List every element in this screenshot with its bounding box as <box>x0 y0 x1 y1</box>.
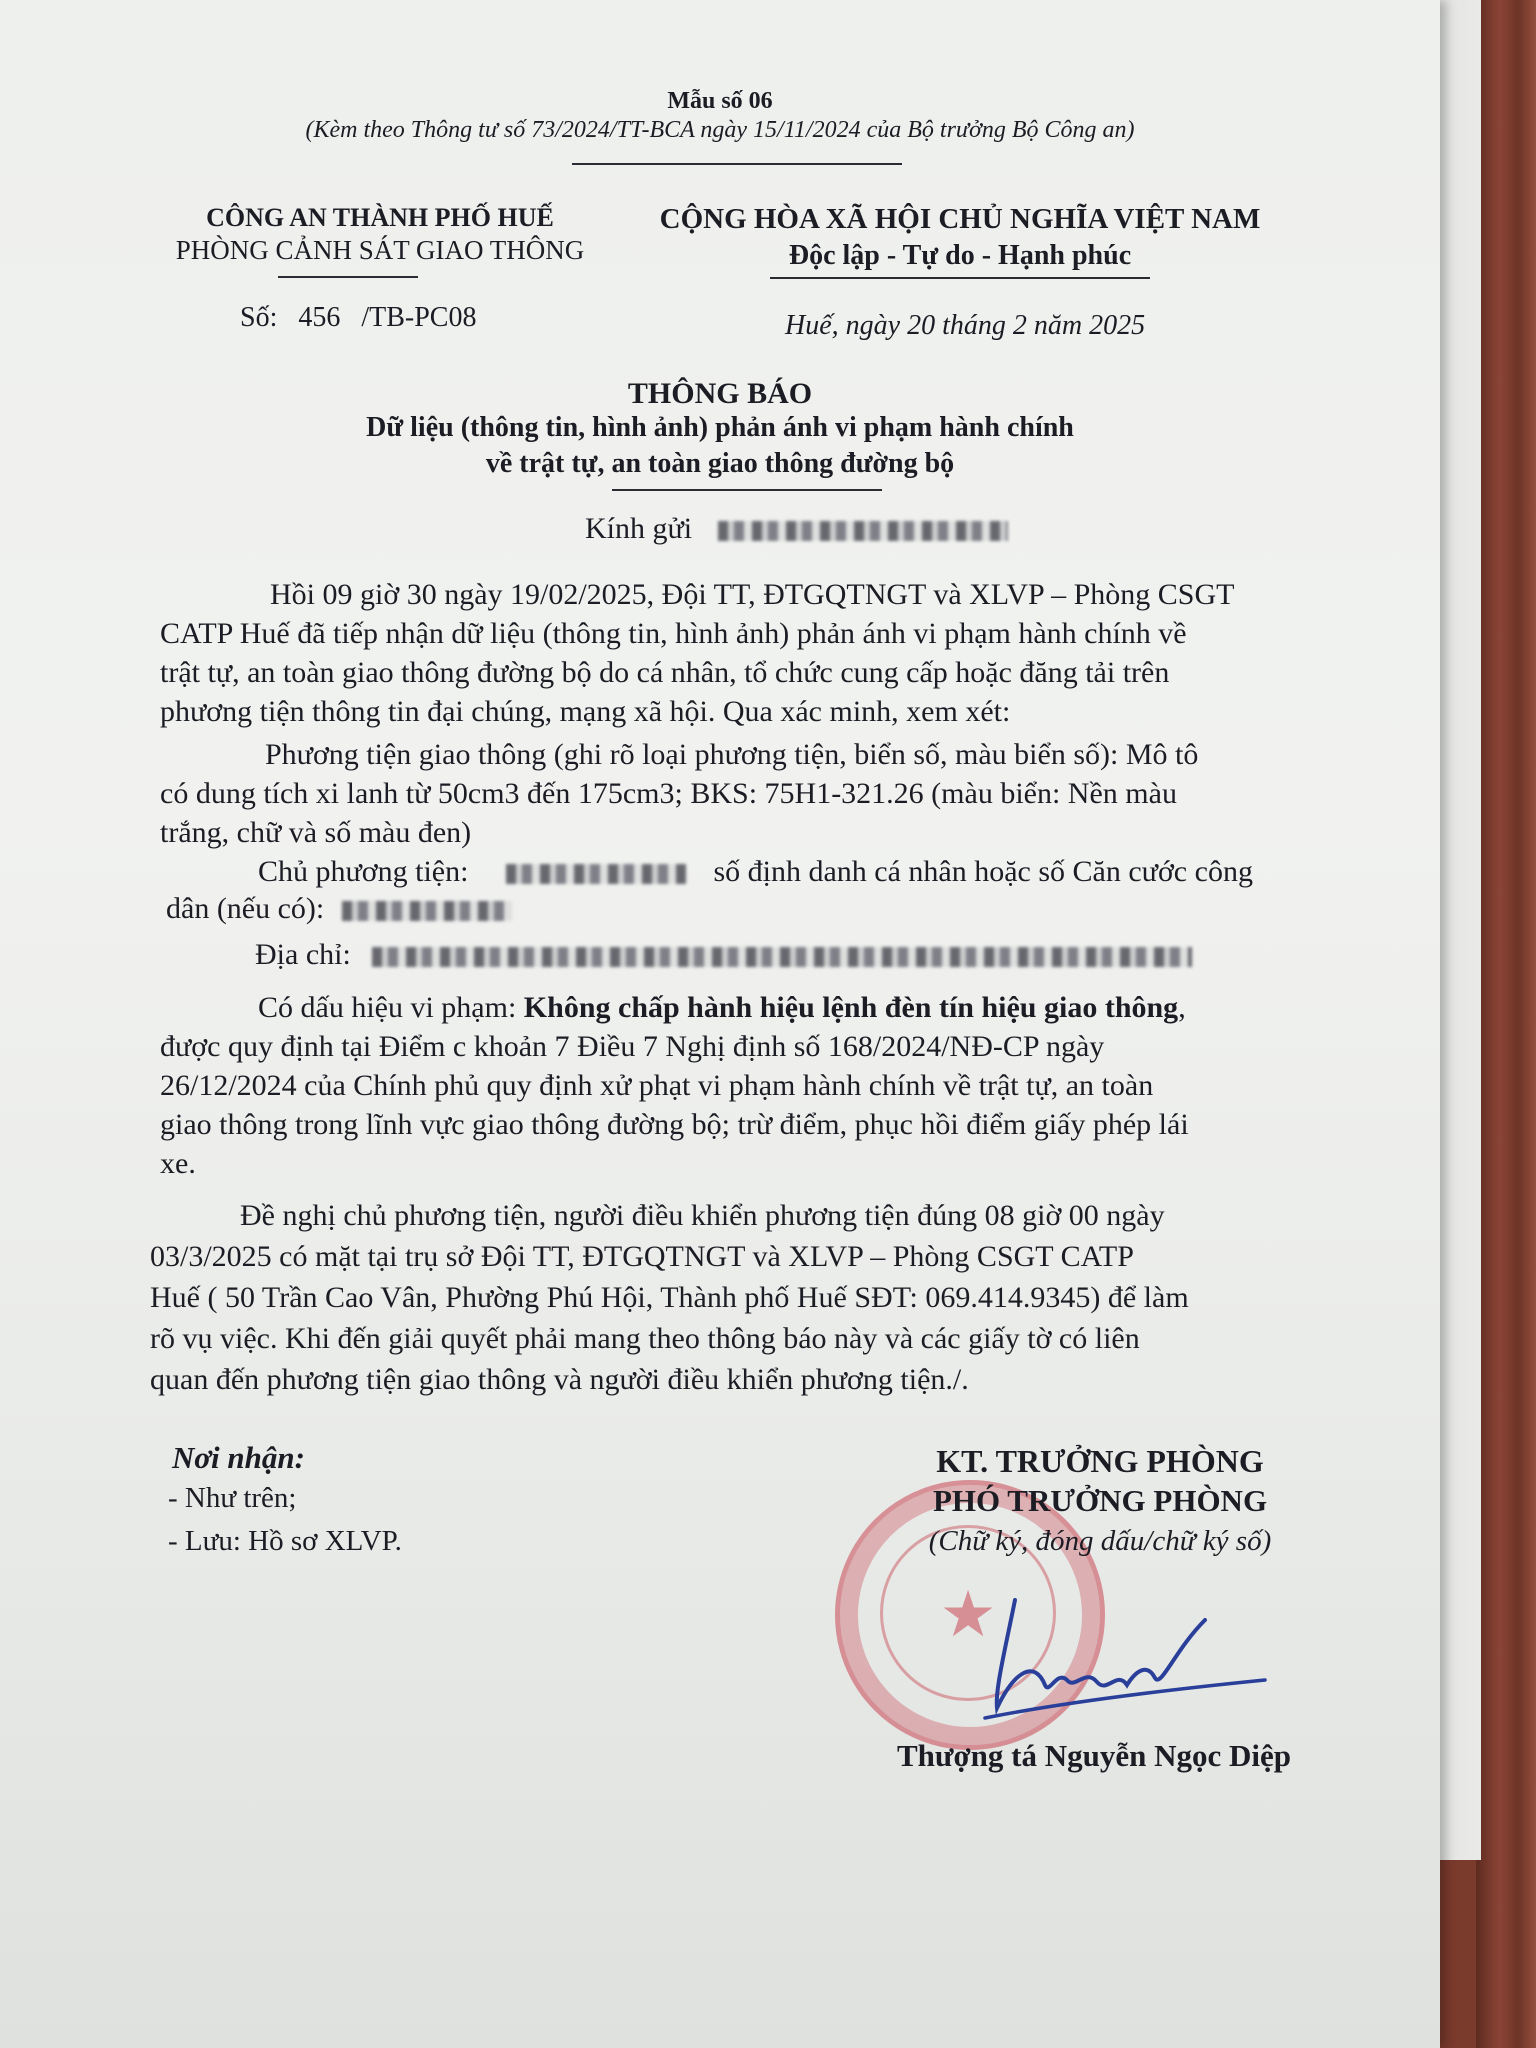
owner-line <box>258 855 1253 889</box>
document-subtitle: Dữ liệu (thông tin, hình ảnh) phản ánh vi phạm hành chính <box>366 412 1074 443</box>
star-icon: ★ <box>939 1578 997 1652</box>
redacted-owner-id <box>342 901 512 921</box>
owner-id-label-cont: dân (nếu có): <box>166 892 325 925</box>
issue-date: Huế, ngày 20 tháng 2 năm 2025 <box>785 310 1146 341</box>
paragraph-violation: Có dấu hiệu vi phạm: Không chấp hành hiệu lệnh đèn tín hiệu giao thông, được quy định tại Điểm c khoản 7 Điều 7 Nghị định số 168/2024/NĐ-CP ngày 26/12/2024 của Chính phủ quy định xử phạt vi phạm hành chính về trật tự, an toàn giao thông trong lĩnh vực giao thông đường bộ; trừ điểm, phục hồi điểm giấy phép lái xe. <box>160 991 1189 1180</box>
owner-id-label: số định danh cá nhân hoặc số Căn cước công <box>713 855 1253 888</box>
issuer-department: PHÒNG CẢNH SÁT GIAO THÔNG <box>175 235 585 265</box>
document-number: Số: 456 /TB-PC08 <box>240 302 477 333</box>
recipient-line <box>585 512 1008 546</box>
recipient-item: - Như trên; <box>168 1482 297 1514</box>
divider <box>572 163 902 165</box>
signer-position: KT. TRƯỞNG PHÒNG <box>936 1443 1264 1479</box>
form-reference: (Kèm theo Thông tư số 73/2024/TT-BCA ngày 15/11/2024 của Bộ trưởng Bộ Công an) <box>305 117 1135 143</box>
signature-note: (Chữ ký, đóng dấu/chữ ký số) <box>928 1525 1272 1557</box>
violation-description: Không chấp hành hiệu lệnh đèn tín hiệu giao thông <box>523 991 1179 1024</box>
violation-label: Có dấu hiệu vi phạm: <box>258 991 524 1024</box>
issuer-authority: CÔNG AN THÀNH PHỐ HUẾ <box>206 203 554 232</box>
handwritten-signature <box>975 1590 1275 1730</box>
signer-title: PHÓ TRƯỞNG PHÒNG <box>932 1483 1268 1518</box>
owner-label: Chủ phương tiện: <box>258 855 469 888</box>
state-motto: Độc lập - Tự do - Hạnh phúc <box>788 240 1132 271</box>
document-title: THÔNG BÁO <box>627 377 813 410</box>
divider <box>278 276 418 278</box>
recipient-item: - Lưu: Hồ sơ XLVP. <box>168 1525 402 1557</box>
signer-name: Thượng tá Nguyễn Ngọc Diệp <box>897 1738 1292 1773</box>
owner-id-line <box>166 892 512 926</box>
state-name: CỘNG HÒA XÃ HỘI CHỦ NGHĨA VIỆT NAM <box>659 203 1261 235</box>
paragraph-receipt: Hồi 09 giờ 30 ngày 19/02/2025, Đội TT, ĐTGQTNGT và XLVP – Phòng CSGT CATP Huế đã tiếp nhận dữ liệu (thông tin, hình ảnh) phản ánh vi phạm hành chính về trật tự, an toàn giao thông đường bộ do cá nhân, tổ chức cung cấp hoặc đăng tải trên phương tiện thông tin đại chúng, mạng xã hội. Qua xác minh, xem xét: <box>160 578 1235 728</box>
desk-surface <box>1476 0 1536 2048</box>
form-number: Mẫu số 06 <box>667 88 773 114</box>
divider <box>770 277 1150 279</box>
recipients-label: Nơi nhận: <box>172 1440 305 1475</box>
recipient-label: Kính gửi <box>585 512 693 545</box>
redacted-recipient <box>718 521 1008 541</box>
address-label: Địa chỉ: <box>255 938 351 971</box>
redacted-address <box>372 947 1192 967</box>
paragraph-vehicle: Phương tiện giao thông (ghi rõ loại phương tiện, biển số, màu biển số): Mô tô có dung tích xi lanh từ 50cm3 đến 175cm3; BKS: 75H1-321.26 (màu biển: Nền màu trắng, chữ và số màu đen) <box>160 738 1199 849</box>
redacted-owner-name <box>506 864 686 884</box>
address-line <box>255 938 1192 972</box>
divider <box>612 489 882 491</box>
paragraph-request: Đề nghị chủ phương tiện, người điều khiển phương tiện đúng 08 giờ 00 ngày 03/3/2025 có mặt tại trụ sở Đội TT, ĐTGQTNGT và XLVP – Phòng CSGT CATP Huế ( 50 Trần Cao Vân, Phường Phú Hội, Thành phố Huế SĐT: 069.414.9345) để làm rõ vụ việc. Khi đến giải quyết phải mang theo thông báo này và các giấy tờ có liên quan đến phương tiện giao thông và người điều khiển phương tiện./. <box>150 1199 1189 1396</box>
document-subtitle-2: về trật tự, an toàn giao thông đường bộ <box>485 448 955 479</box>
